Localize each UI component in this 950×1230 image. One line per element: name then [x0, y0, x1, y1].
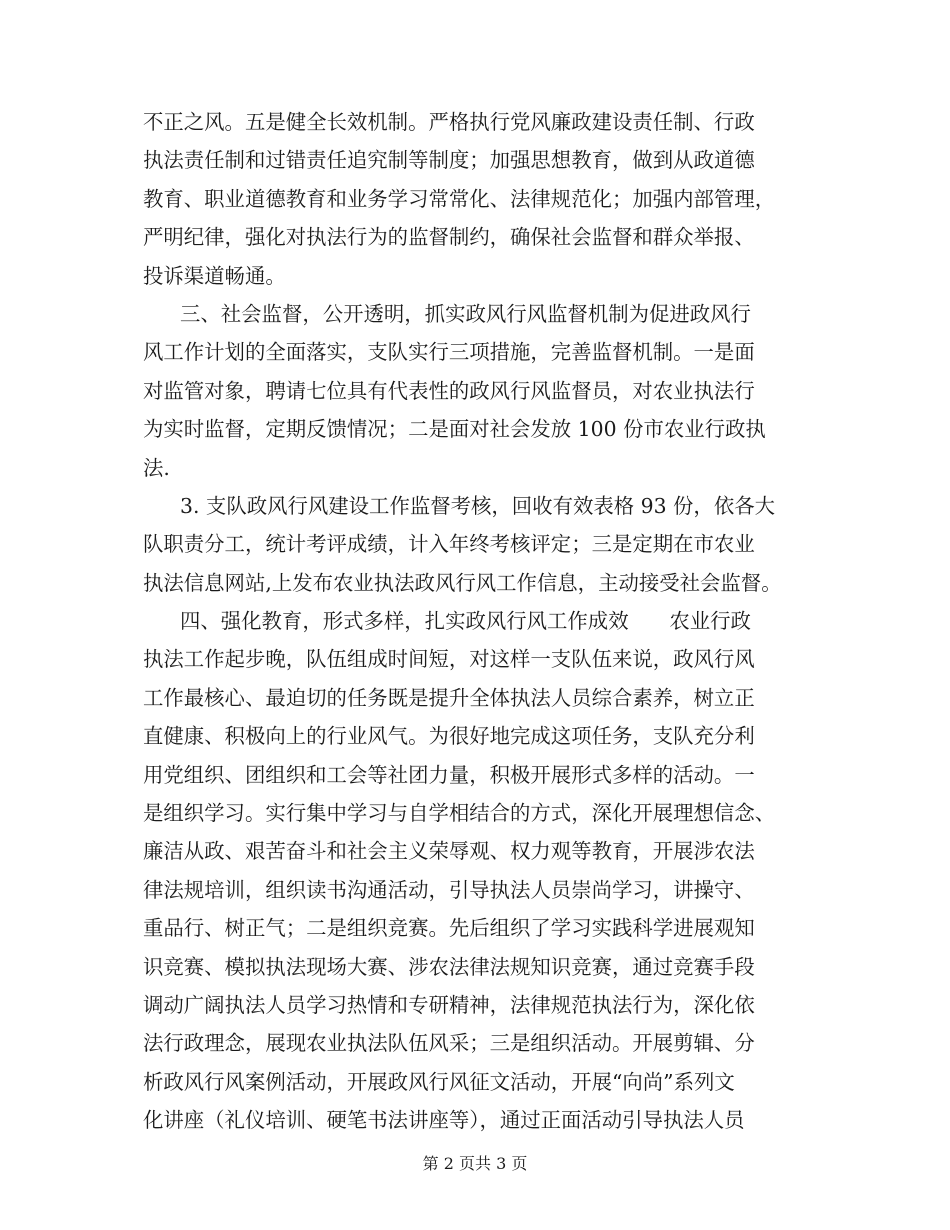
text-line: 用党组织、团组织和工会等社团力量，积极开展形式多样的活动。一	[143, 762, 755, 787]
text-line: 风工作计划的全面落实，支队实行三项措施，完善监督机制。一是面	[143, 340, 755, 365]
section-heading-line: 四、强化教育，形式多样，扎实政风行风工作成效 农业行政	[180, 609, 751, 634]
text-line: 廉洁从政、艰苦奋斗和社会主义荣辱观、权力观等教育，开展涉农法	[143, 839, 755, 864]
text-line: 执法信息网站,上发布农业执法政风行风工作信息，主动接受社会监督。	[143, 570, 782, 595]
text-line: 教育、职业道德教育和业务学习常常化、法律规范化；加强内部管理，	[143, 186, 776, 211]
body-text	[143, 103, 815, 1140]
text-line: 执法责任制和过错责任追究制等制度；加强思想教育，做到从政道德	[143, 148, 755, 173]
text-line: 化讲座（礼仪培训、硬笔书法讲座等），通过正面活动引导执法人员	[143, 1108, 745, 1133]
text-line: 直健康、积极向上的行业风气。为很好地完成这项任务，支队充分利	[143, 724, 755, 749]
text-line: 为实时监督，定期反馈情况；二是面对社会发放 100 份市农业行政执	[143, 417, 766, 442]
paragraph-start-line: 3. 支队政风行风建设工作监督考核，回收有效表格 93 份，依各大	[180, 493, 775, 518]
text-line: 识竞赛、模拟执法现场大赛、涉农法律法规知识竞赛，通过竞赛手段	[143, 954, 755, 979]
text-line: 队职责分工，统计考评成绩，计入年终考核评定；三是定期在市农业	[143, 532, 755, 557]
text-line: 析政风行风案例活动，开展政风行风征文活动，开展“向尚”系列文	[143, 1069, 735, 1094]
text-line: 重品行、树正气；二是组织竞赛。先后组织了学习实践科学进展观知	[143, 916, 755, 941]
text-line: 对监管对象，聘请七位具有代表性的政风行风监督员，对农业执法行	[143, 378, 755, 403]
text-line: 律法规培训，组织读书沟通活动，引导执法人员崇尚学习，讲操守、	[143, 877, 755, 902]
text-line: 法行政理念，展现农业执法队伍风采；三是组织活动。开展剪辑、分	[143, 1031, 755, 1056]
text-line: 是组织学习。实行集中学习与自学相结合的方式，深化开展理想信念、	[143, 801, 776, 826]
page-number-footer: 第 2 页共 3 页	[422, 1154, 528, 1173]
text-line: 法.	[143, 455, 170, 480]
text-line: 不正之风。五是健全长效机制。严格执行党风廉政建设责任制、行政	[143, 110, 755, 134]
text-line: 工作最核心、最迫切的任务既是提升全体执法人员综合素养，树立正	[143, 685, 755, 710]
text-line: 投诉渠道畅通。	[143, 263, 286, 288]
text-line: 调动广阔执法人员学习热情和专研精神，法律规范执法行为，深化依	[143, 992, 755, 1017]
section-heading-line: 三、社会监督，公开透明，抓实政风行风监督机制为促进政风行	[180, 301, 751, 326]
text-line: 执法工作起步晚，队伍组成时间短，对这样一支队伍来说，政风行风	[143, 647, 755, 672]
text-line: 严明纪律，强化对执法行为的监督制约，确保社会监督和群众举报、	[143, 225, 755, 250]
